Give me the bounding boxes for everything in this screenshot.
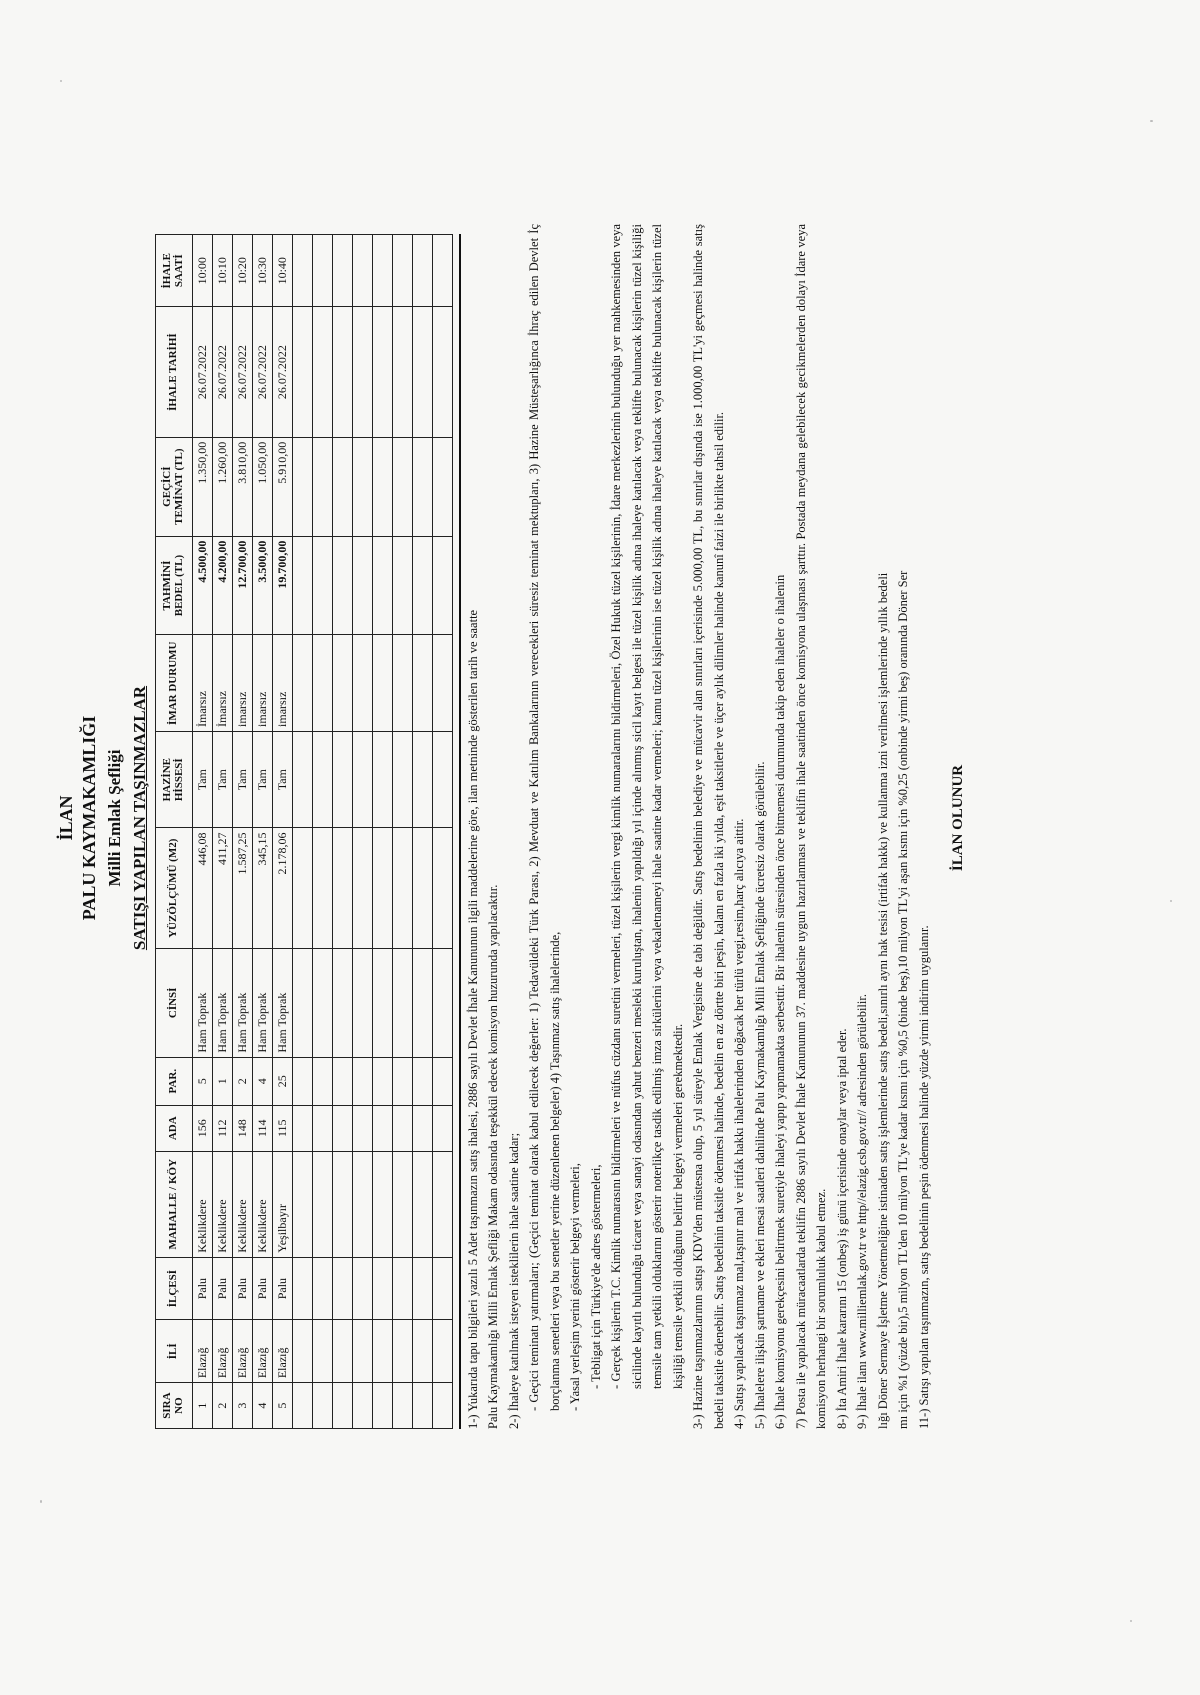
table-cell: 156 (192, 1105, 212, 1151)
empty-cell (332, 1057, 352, 1105)
empty-cell (332, 731, 352, 827)
empty-cell (332, 635, 352, 731)
empty-cell (372, 1151, 392, 1257)
empty-cell (332, 1320, 352, 1383)
paragraph: 5-) İhalelere ilişkin şartname ve ekleri mesai saatleri dahilinde Palu Kaymakamlığı Milli Emlak Şefliğinde ücretsiz olarak görülebilir. (752, 761, 767, 1429)
empty-cell (292, 1105, 312, 1151)
empty-cell (412, 949, 432, 1058)
paragraph: - Yasal yerleşim yerini gösterir belgeyi vermeleri, (568, 1163, 582, 1411)
table-cell: Keklikdere (192, 1151, 212, 1257)
column-header: CİNSİ (155, 949, 192, 1058)
empty-cell (412, 828, 432, 949)
empty-cell (432, 635, 452, 731)
empty-cell (352, 1320, 372, 1383)
paragraph: 8-) İta Amiri İhale kararını 15 (onbeş) iş günü içerisinde onaylar veya iptal eder. (834, 1028, 849, 1429)
empty-cell (392, 1057, 412, 1105)
empty-cell (312, 731, 332, 827)
table-cell: Ham Toprak (232, 949, 252, 1058)
paragraph: 6-) İhale komisyonu gerekçesini belirtmek suretiyle ihaleyi yapıp yapmamakta serbesttir. Bir ihalenin süresinden önce bitmemesi durumunda takip eden ihaleler o ihalenin (773, 574, 787, 1429)
table-cell: Elazığ (232, 1320, 252, 1383)
table-cell: Palu (272, 1257, 292, 1320)
table-cell: 2 (212, 1383, 232, 1429)
empty-cell (372, 307, 392, 437)
table-cell: 114 (252, 1105, 272, 1151)
empty-cell (432, 1151, 452, 1257)
empty-cell (332, 235, 352, 307)
empty-cell (352, 949, 372, 1058)
table-cell: 26.07.2022 (272, 307, 292, 437)
empty-cell (372, 1383, 392, 1429)
empty-cell (392, 731, 412, 827)
empty-cell (392, 1105, 412, 1151)
empty-cell (392, 1257, 412, 1320)
table-cell: İmarsız (192, 635, 212, 731)
empty-cell (432, 437, 452, 536)
empty-cell (292, 235, 312, 307)
table-cell: Keklikdere (212, 1151, 232, 1257)
empty-table-row (392, 235, 412, 1429)
table-cell: 2.178,06 (272, 828, 292, 949)
paragraph: - Gerçek kişilerin T.C. Kimlik numarasını bildirmeleri ve nüfus cüzdanı suretini vermeleri, tüzel kişilerin vergi kimlik numaralarını bildirmeleri, Özel Hukuk tüzel kişilerinin, İdare merkezlerinin bulunduğu yer mahkemesinden veya sicilinde kayıtlı bulunduğu ticaret veya sanayi odasından yahut benzeri mesleki kuruluştan, ihalenin yapıldığı yıl içinde alınmış sicil kayıt belgesi ile tüzel kişilik adına ihaleye katılacak veya teklifte bulunacak kişilerin tüzel kişiliği temsile tam yetkili olduklarını gösterir noterlikçe tasdik edilmiş imza sirkülerini veya vekaletnameyi ihale saatine kadar vermeleri; kamu tüzel kişilerinin ise tüzel kişilik adına ihaleye katılacak veya teklifte bulunacak kişilerin tüzel kişiliği temsile yetkili olduğunu belirtir belgeyi vermeleri gerekmektedir. (609, 224, 685, 1389)
table-cell: 4.500,00 (192, 536, 212, 635)
table-row (252, 235, 272, 1429)
table-row (192, 235, 212, 1429)
empty-cell (292, 949, 312, 1058)
empty-cell (332, 1105, 352, 1151)
empty-cell (292, 731, 312, 827)
table-cell: 26.07.2022 (192, 307, 212, 437)
empty-table-row (312, 235, 332, 1429)
empty-cell (432, 1383, 452, 1429)
empty-cell (412, 536, 432, 635)
property-table (155, 234, 453, 1429)
empty-cell (392, 635, 412, 731)
empty-cell (312, 1320, 332, 1383)
table-cell: 5 (272, 1383, 292, 1429)
table-cell: Elazığ (212, 1320, 232, 1383)
empty-cell (372, 437, 392, 536)
empty-cell (432, 307, 452, 437)
table-cell: Tam (252, 731, 272, 827)
paragraph: lığı Döner Sermaye İşletme Yönetmeliğine istinaden satış işlemlerinde satış bedeli,sınırlı aynı hak tesisi (irtifak hakkı) ve kullanma izni verilmesi işlemlerinde yıllık bedeli (875, 572, 890, 1429)
empty-cell (312, 1151, 332, 1257)
table-cell: 1 (212, 1057, 232, 1105)
empty-cell (432, 1320, 452, 1383)
empty-cell (412, 235, 432, 307)
empty-cell (372, 1320, 392, 1383)
column-header: İHALE TARİHİ (155, 307, 192, 437)
paragraph: - Geçici teminatı yatırmaları; (Geçici teminat olarak kabul edilecek değerler: 1) Tedavüldeki Türk Parası, 2) Mevduat ve Katılım Bankalarının verecekleri süresiz teminat mektupları, 3) Hazine Müsteşarlığınca İhraç edilen Devlet İç borçlanma senetleri veya bu senetler yerine düzenlenen belgeler) 4) Taşınmaz satış ihalelerinde, (527, 224, 562, 1411)
empty-cell (372, 635, 392, 731)
table-heading: SATIŞI YAPILAN TAŞINMAZLAR (130, 685, 150, 951)
empty-cell (372, 1105, 392, 1151)
empty-table-row (352, 235, 372, 1429)
table-cell: 26.07.2022 (232, 307, 252, 437)
table-body (192, 235, 452, 1429)
empty-cell (312, 828, 332, 949)
table-cell: Elazığ (252, 1320, 272, 1383)
paragraph: 7) Posta ile yapılacak müracaatlarda teklifin 2886 sayılı Devlet İhale Kanununun 37. maddesine uygun hazırlanması ve teklifin ihale saatinden önce komisyona ulaşması şarttır. Postada meydana gelebilecek gecikmelerden dolayı İdare veya komisyon herhangi bir sorumluluk kabul etmez. (793, 224, 828, 1429)
paragraph: - Tebligat için Türkiye'de adres göstermeleri, (588, 1164, 603, 1389)
paragraph: 4-) Satışı yapılacak taşınmaz mal,taşınır mal ve irtifak hakkı ihalelerinden doğacak her türlü vergi,resim,harç alıcıya aittir. (732, 818, 746, 1429)
empty-cell (432, 235, 452, 307)
column-header: İHALE SAATİ (155, 235, 192, 307)
empty-cell (352, 307, 372, 437)
empty-cell (412, 307, 432, 437)
empty-cell (352, 1257, 372, 1320)
empty-cell (432, 1105, 452, 1151)
table-cell: 4 (252, 1383, 272, 1429)
table-cell: 1 (192, 1383, 212, 1429)
table-cell: 1.260,00 (212, 437, 232, 536)
empty-cell (292, 1383, 312, 1429)
empty-cell (392, 1151, 412, 1257)
empty-cell (292, 828, 312, 949)
empty-cell (332, 949, 352, 1058)
table-cell: 2 (232, 1057, 252, 1105)
empty-cell (372, 828, 392, 949)
table-cell: imarsız (272, 635, 292, 731)
empty-cell (312, 635, 332, 731)
empty-cell (392, 1383, 412, 1429)
table-cell: 4.200,00 (212, 536, 232, 635)
empty-cell (432, 828, 452, 949)
column-header: İMAR DURUMU (155, 635, 192, 731)
empty-cell (312, 437, 332, 536)
empty-cell (432, 536, 452, 635)
table-cell: 115 (272, 1105, 292, 1151)
table-cell: Yeşilbayır (272, 1151, 292, 1257)
column-header: ADA (155, 1105, 192, 1151)
office-name: PALU KAYMAKAMLIĞI (78, 715, 99, 921)
unit-name: Milli Emlak Şefliği (105, 749, 124, 887)
table-cell: 4 (252, 1057, 272, 1105)
empty-cell (392, 536, 412, 635)
empty-cell (432, 1257, 452, 1320)
empty-table-row (332, 235, 352, 1429)
empty-cell (372, 731, 392, 827)
empty-cell (352, 1057, 372, 1105)
table-cell: Elazığ (272, 1320, 292, 1383)
empty-cell (312, 1383, 332, 1429)
table-row (272, 235, 292, 1429)
table-row (212, 235, 232, 1429)
empty-cell (372, 536, 392, 635)
table-cell: 12.700,00 (232, 536, 252, 635)
empty-cell (292, 437, 312, 536)
table-cell: Palu (252, 1257, 272, 1320)
paragraph: 3-) Hazine taşınmazlarının satışı KDV'den müstesna olup, 5 yıl süreyle Emlak Vergisine de tabi değildir. Satış bedelinin belediye ve mücavir alan sınırları içerisinde 5.000,00 TL, bu sınırlar dışında ise 1.000,00 TL'yi geçmesi halinde satış bedeli taksitle ödenebilir. Satış bedelinin taksitle ödenmesi halinde, bedelin en az dörtte biri peşin, kalanı en fazla iki yılda, eşit taksitlerle ve üçer aylık dilimler halinde kanunî faizi ile birlikte tahsil edilir. (691, 224, 726, 1429)
table-cell: 25 (272, 1057, 292, 1105)
empty-cell (392, 1320, 412, 1383)
paragraph: 2-) İhaleye katılmak isteyen isteklilerin ihale saatine kadar; (506, 1132, 521, 1429)
table-cell: Keklikdere (232, 1151, 252, 1257)
empty-cell (352, 235, 372, 307)
empty-cell (292, 1257, 312, 1320)
empty-cell (292, 1151, 312, 1257)
empty-table-row (432, 235, 452, 1429)
table-cell: Ham Toprak (192, 949, 212, 1058)
column-header: MAHALLE / KÖY (155, 1151, 192, 1257)
empty-cell (352, 1383, 372, 1429)
table-cell: İmarsız (212, 635, 232, 731)
empty-table-row (372, 235, 392, 1429)
table-cell: Palu (192, 1257, 212, 1320)
empty-cell (332, 437, 352, 536)
column-header: İLİ (155, 1320, 192, 1383)
notice-sheet (55, 203, 1095, 1433)
empty-cell (352, 536, 372, 635)
empty-cell (372, 949, 392, 1058)
table-cell: Ham Toprak (272, 949, 292, 1058)
paragraph: 1-) Yukarıda tapu bilgileri yazılı 5 Adet taşınmazın satış ihalesi, 2886 sayılı Devlet İhale Kanununun ilgili maddelerine göre, ilan metninde gösterilen tarih ve saatte (465, 609, 480, 1429)
empty-cell (332, 828, 352, 949)
empty-cell (392, 307, 412, 437)
table-cell: 1.050,00 (252, 437, 272, 536)
column-header: SIRA NO (155, 1383, 192, 1429)
empty-cell (412, 1320, 432, 1383)
table-cell: Keklikdere (252, 1151, 272, 1257)
table-cell: 19.700,00 (272, 536, 292, 635)
empty-table-row (292, 235, 312, 1429)
column-header: YÜZÖLÇÜMÜ (M2) (155, 828, 192, 949)
table-cell: 10:40 (272, 235, 292, 307)
empty-cell (432, 731, 452, 827)
table-cell: Palu (232, 1257, 252, 1320)
table-cell: Tam (192, 731, 212, 827)
empty-cell (332, 1383, 352, 1429)
table-cell: 446,08 (192, 828, 212, 949)
empty-cell (412, 1151, 432, 1257)
table-cell: Tam (272, 731, 292, 827)
column-header: GEÇİCİ TEMİNAT (TL) (155, 437, 192, 536)
empty-cell (312, 307, 332, 437)
empty-cell (352, 1151, 372, 1257)
table-cell: Tam (232, 731, 252, 827)
table-row (232, 235, 252, 1429)
empty-cell (392, 437, 412, 536)
empty-cell (372, 235, 392, 307)
table-cell: imarsız (252, 635, 272, 731)
paragraph: 11-) Satışı yapılan taşınmazın, satış bedelinin peşin ödenmesi halinde yüzde yirmi indirim uygulanır. (916, 925, 931, 1429)
empty-cell (332, 536, 352, 635)
table-cell: 3 (232, 1383, 252, 1429)
divider (459, 234, 461, 1429)
table-cell: 26.07.2022 (212, 307, 232, 437)
empty-cell (412, 437, 432, 536)
column-header: HAZİNE HİSSESİ (155, 731, 192, 827)
table-cell: 1.350,00 (192, 437, 212, 536)
empty-cell (352, 437, 372, 536)
empty-cell (312, 949, 332, 1058)
empty-cell (332, 1257, 352, 1320)
table-cell: 26.07.2022 (252, 307, 272, 437)
empty-cell (312, 1257, 332, 1320)
table-cell: 345,15 (252, 828, 272, 949)
table-cell: 5 (192, 1057, 212, 1105)
notice-body (463, 224, 935, 1429)
column-header: PAR. (155, 1057, 192, 1105)
empty-cell (352, 635, 372, 731)
empty-cell (292, 536, 312, 635)
table-cell: 10:30 (252, 235, 272, 307)
empty-cell (392, 828, 412, 949)
empty-cell (392, 949, 412, 1058)
empty-table-row (412, 235, 432, 1429)
table-cell: 10:00 (192, 235, 212, 307)
empty-cell (412, 1257, 432, 1320)
table-header-row (155, 235, 192, 1429)
empty-cell (412, 1105, 432, 1151)
empty-cell (292, 635, 312, 731)
empty-cell (352, 731, 372, 827)
empty-cell (312, 536, 332, 635)
empty-cell (312, 235, 332, 307)
empty-cell (372, 1057, 392, 1105)
table-cell: imarsız (232, 635, 252, 731)
paragraph: 9-) İhale ilanı www.milliemlak.gov.tr ve http//elazig.csb.gov.tr// adresinden görülebilir. (855, 994, 869, 1429)
empty-cell (412, 1057, 432, 1105)
empty-cell (292, 1057, 312, 1105)
empty-cell (432, 949, 452, 1058)
empty-cell (352, 828, 372, 949)
empty-cell (292, 307, 312, 437)
paragraph: Palu Kaymakamlığı Milli Emlak Şefliği Makam odasında teşekkül edecek komisyon huzurunda yapılacaktır. (486, 884, 500, 1429)
empty-cell (332, 307, 352, 437)
table-cell: Elazığ (192, 1320, 212, 1383)
table-cell: Ham Toprak (212, 949, 232, 1058)
empty-cell (292, 1320, 312, 1383)
column-header: TAHMİNİ BEDEL (TL) (155, 536, 192, 635)
table-cell: Palu (212, 1257, 232, 1320)
table-cell: 3.500,00 (252, 536, 272, 635)
table-cell: 5.910,00 (272, 437, 292, 536)
table-cell: 148 (232, 1105, 252, 1151)
table-cell: 1.587,25 (232, 828, 252, 949)
table-cell: Tam (212, 731, 232, 827)
empty-cell (432, 1057, 452, 1105)
paragraph: mı için %1 (yüzde bir),5 milyon TL'den 10 milyon TL'ye kadar kısmı için %0,5 (binde beş),10 milyon TL'yi aşan kısmı için %0,25 (onbinde yirmi beş) oranında Döner Ser (896, 570, 910, 1429)
empty-cell (332, 1151, 352, 1257)
table-cell: 411,27 (212, 828, 232, 949)
empty-cell (372, 1257, 392, 1320)
empty-cell (412, 635, 432, 731)
table-cell: 10:20 (232, 235, 252, 307)
empty-cell (392, 235, 412, 307)
table-cell: 3.810,00 (232, 437, 252, 536)
empty-cell (312, 1105, 332, 1151)
empty-cell (412, 731, 432, 827)
table-cell: Ham Toprak (252, 949, 272, 1058)
table-cell: 10:10 (212, 235, 232, 307)
column-header: İLÇESİ (155, 1257, 192, 1320)
empty-cell (412, 1383, 432, 1429)
table-cell: 112 (212, 1105, 232, 1151)
empty-cell (352, 1105, 372, 1151)
empty-cell (312, 1057, 332, 1105)
notice-title: İLAN (56, 795, 76, 841)
closing-line: İLAN OLUNUR (950, 764, 966, 872)
